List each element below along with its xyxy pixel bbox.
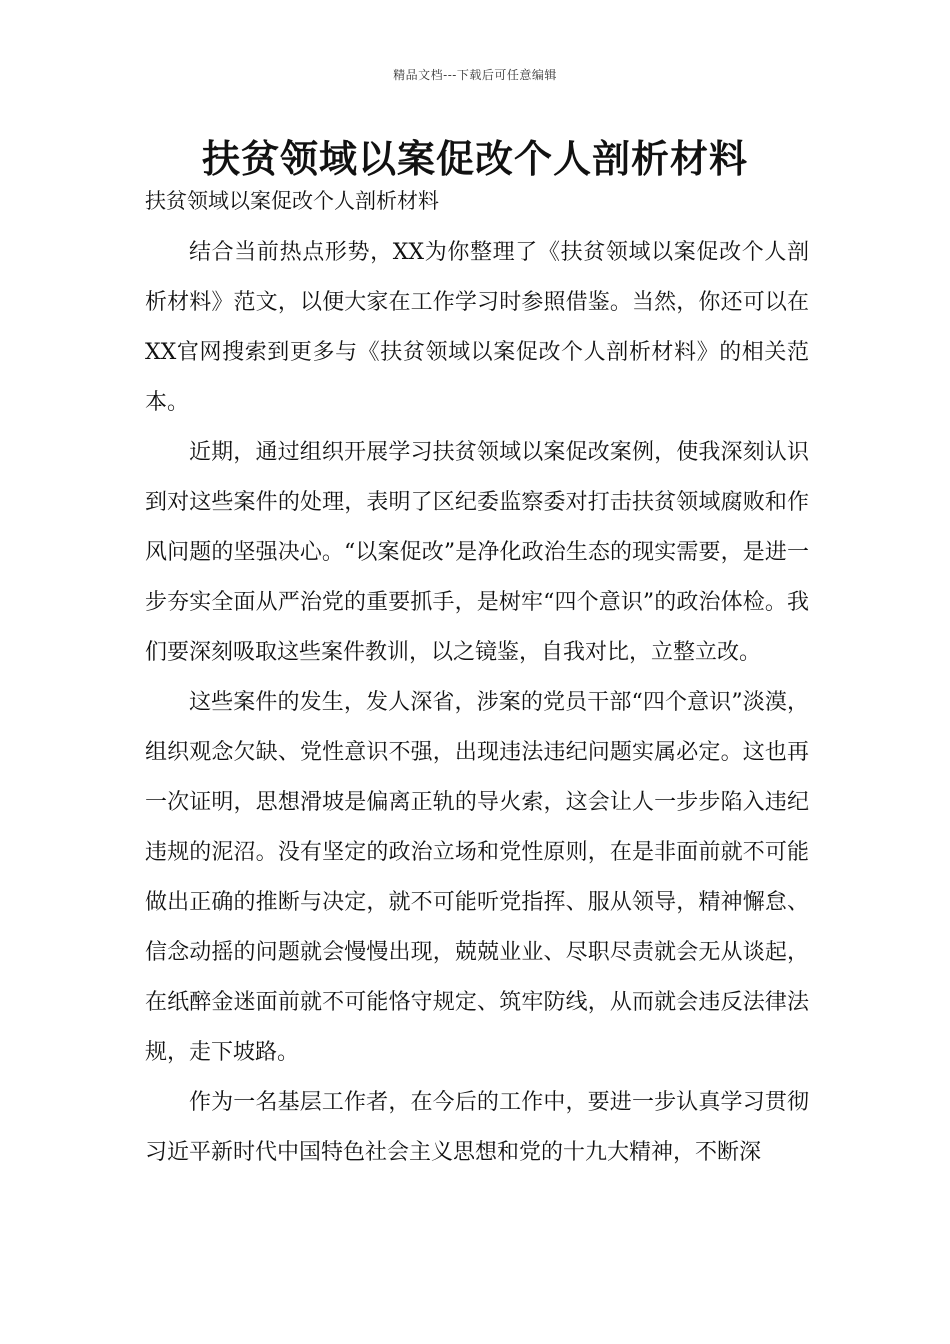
paragraph: 结合当前热点形势，XX为你整理了《扶贫领域以案促改个人剖析材料》范文，以便大家在工作学习时参照借鉴。当然，你还可以在XX官网搜索到更多与《扶贫领域以案促改个人剖析材料》的相关范本。 (145, 240, 809, 415)
paragraph: 这些案件的发生，发人深省，涉案的党员干部“四个意识”淡漠，组织观念欠缺、党性意识不强，出现违法违纪问题实属必定。这也再一次证明，思想滑坡是偏离正轨的导火索，这会让人一步步陷入违纪违规的泥沼。没有坚定的政治立场和党性原则，在是非面前就不可能做出正确的推断与决定，就不可能听党指挥、服从领导，精神懈怠、信念动摇的问题就会慢慢出现，兢兢业业、尽职尽责就会无从谈起，在纸醉金迷面前就不可能恪守规定、筑牢防线，从而就会违反法律法规，走下坡路。 (145, 690, 809, 1065)
header-note: 精品文档---下载后可任意编辑 (393, 68, 557, 82)
paragraph: 作为一名基层工作者，在今后的工作中，要进一步认真学习贯彻习近平新时代中国特色社会主义思想和党的十九大精神，不断深 (145, 1090, 809, 1165)
document-subtitle: 扶贫领域以案促改个人剖析材料 (145, 189, 439, 213)
paragraph: 近期，通过组织开展学习扶贫领域以案促改案例，使我深刻认识到对这些案件的处理，表明了区纪委监察委对打击扶贫领域腐败和作风问题的坚强决心。“以案促改”是净化政治生态的现实需要，是进一步夯实全面从严治党的重要抓手，是树牢“四个意识”的政治体检。我们要深刻吸取这些案件教训，以之镜鉴，自我对比，立整立改。 (145, 440, 809, 665)
document-body (145, 228, 809, 1178)
document-title: 扶贫领域以案促改个人剖析材料 (201, 137, 748, 181)
